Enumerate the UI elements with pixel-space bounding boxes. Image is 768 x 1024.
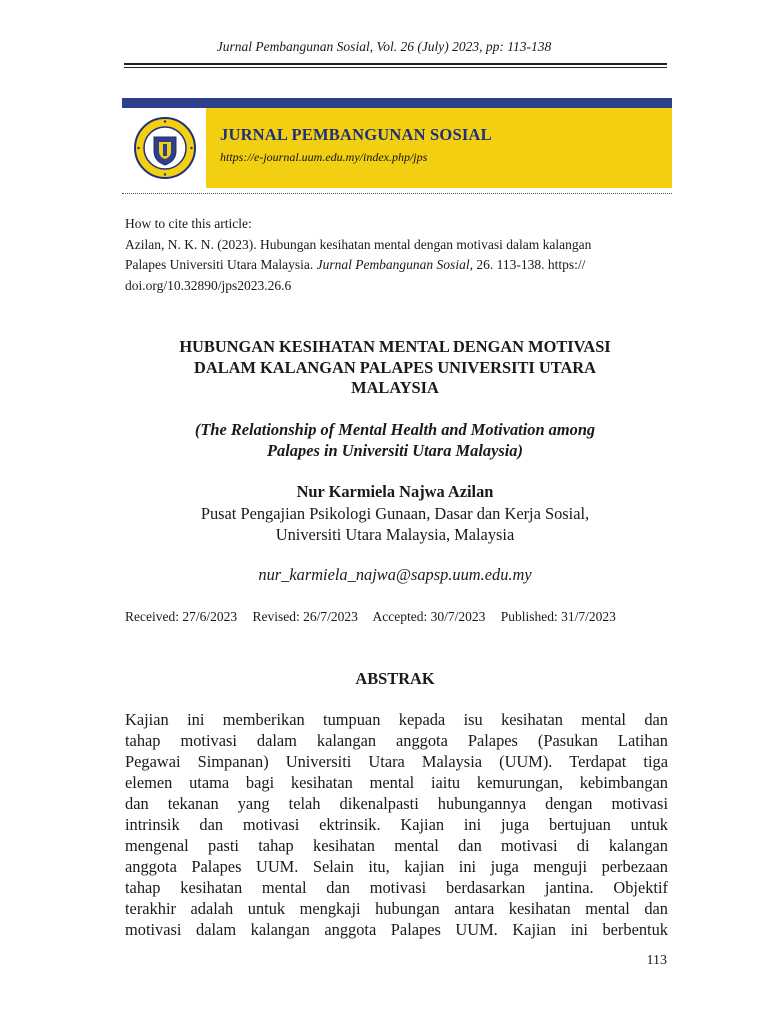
banner-logo-area xyxy=(122,108,206,188)
abstract-line: elemen utama bagi kesihatan mental iaitu kemurungan, kebimbangan xyxy=(125,773,668,792)
banner-top-bar xyxy=(122,98,672,108)
citation-tail: 26. 113-138. https:// xyxy=(472,257,586,273)
abstract-line: dan tekanan yang telah dikenalpasti hubungannya dengan motivasi xyxy=(125,794,668,813)
article-english-title xyxy=(110,420,680,461)
abstract-line: mengenal pasti tahap kesihatan mental dan motivasi di kalangan xyxy=(125,836,668,855)
university-seal-icon xyxy=(134,117,196,179)
journal-name: JURNAL PEMBANGUNAN SOSIAL xyxy=(220,125,492,144)
author-name: Nur Karmiela Najwa Azilan xyxy=(296,482,494,501)
subtitle-line: Palapes in Universiti Utara Malaysia) xyxy=(267,440,523,460)
subtitle-line: (The Relationship of Mental Health and Motivation among xyxy=(194,420,596,439)
date-revised: Revised: 26/7/2023 xyxy=(252,609,358,624)
abstract-heading: ABSTRAK xyxy=(355,669,435,688)
journal-url-link[interactable]: https://e-journal.uum.edu.my/index.php/jps xyxy=(220,150,428,164)
abstract-line: intrinsik dan motivasi ektrinsik. Kajian ini juga bertujuan untuk xyxy=(125,815,668,834)
citation-block xyxy=(125,214,670,296)
author-email-link[interactable]: nur_karmiela_najwa@sapsp.uum.edu.my xyxy=(258,565,532,584)
date-accepted: Accepted: 30/7/2023 xyxy=(372,609,486,624)
publication-dates xyxy=(125,609,670,625)
citation-line: Azilan, N. K. N. (2023). Hubungan kesihatan mental dengan motivasi dalam kalangan xyxy=(125,236,592,252)
header-rule-thin xyxy=(124,67,667,68)
abstract-line: terakhir adalah untuk mengkaji hubungan antara kesihatan mental dan xyxy=(125,899,668,918)
page-number: 113 xyxy=(646,953,667,968)
citation-line xyxy=(125,255,670,276)
abstract-line: tahap kesihatan mental dan motivasi berdasarkan jantina. Objektif xyxy=(125,878,668,897)
running-header: Jurnal Pembangunan Sosial, Vol. 26 (July) 2023, pp: 113-138 xyxy=(216,39,552,54)
dotted-divider xyxy=(122,193,672,194)
article-title xyxy=(110,337,680,399)
affiliation-line: Pusat Pengajian Psikologi Gunaan, Dasar dan Kerja Sosial, xyxy=(200,504,590,523)
date-received: Received: 27/6/2023 xyxy=(125,609,238,624)
date-published: Published: 31/7/2023 xyxy=(500,609,616,624)
title-line: MALAYSIA xyxy=(351,378,439,397)
abstract-line: Kajian ini memberikan tumpuan kepada isu kesihatan mental dan xyxy=(125,710,668,729)
journal-banner xyxy=(122,98,672,188)
abstract-line: Pegawai Simpanan) Universiti Utara Malaysia (UUM). Terdapat tiga xyxy=(125,752,668,771)
citation-text: Palapes Universiti Utara Malaysia. xyxy=(125,257,317,273)
affiliation-line: Universiti Utara Malaysia, Malaysia xyxy=(275,525,515,544)
author-affiliation xyxy=(110,503,680,545)
abstract-body xyxy=(125,709,668,940)
title-line: DALAM KALANGAN PALAPES UNIVERSITI UTARA xyxy=(194,357,596,377)
abstract-line: motivasi dalam kalangan anggota Palapes UUM. Kajian ini berbentuk xyxy=(125,920,668,939)
abstract-line: tahap motivasi dalam kalangan anggota Palapes (Pasukan Latihan xyxy=(125,731,668,750)
title-line: HUBUNGAN KESIHATAN MENTAL DENGAN MOTIVASI xyxy=(179,337,611,356)
header-rule-thick xyxy=(124,63,667,65)
citation-doi-link[interactable]: doi.org/10.32890/jps2023.26.6 xyxy=(125,277,292,293)
citation-label: How to cite this article: xyxy=(125,216,252,231)
abstract-line: anggota Palapes UUM. Selain itu, kajian ini juga menguji perbezaan xyxy=(125,857,668,876)
citation-journal: Jurnal Pembangunan Sosial, xyxy=(316,257,473,273)
banner-text-area xyxy=(206,108,672,188)
